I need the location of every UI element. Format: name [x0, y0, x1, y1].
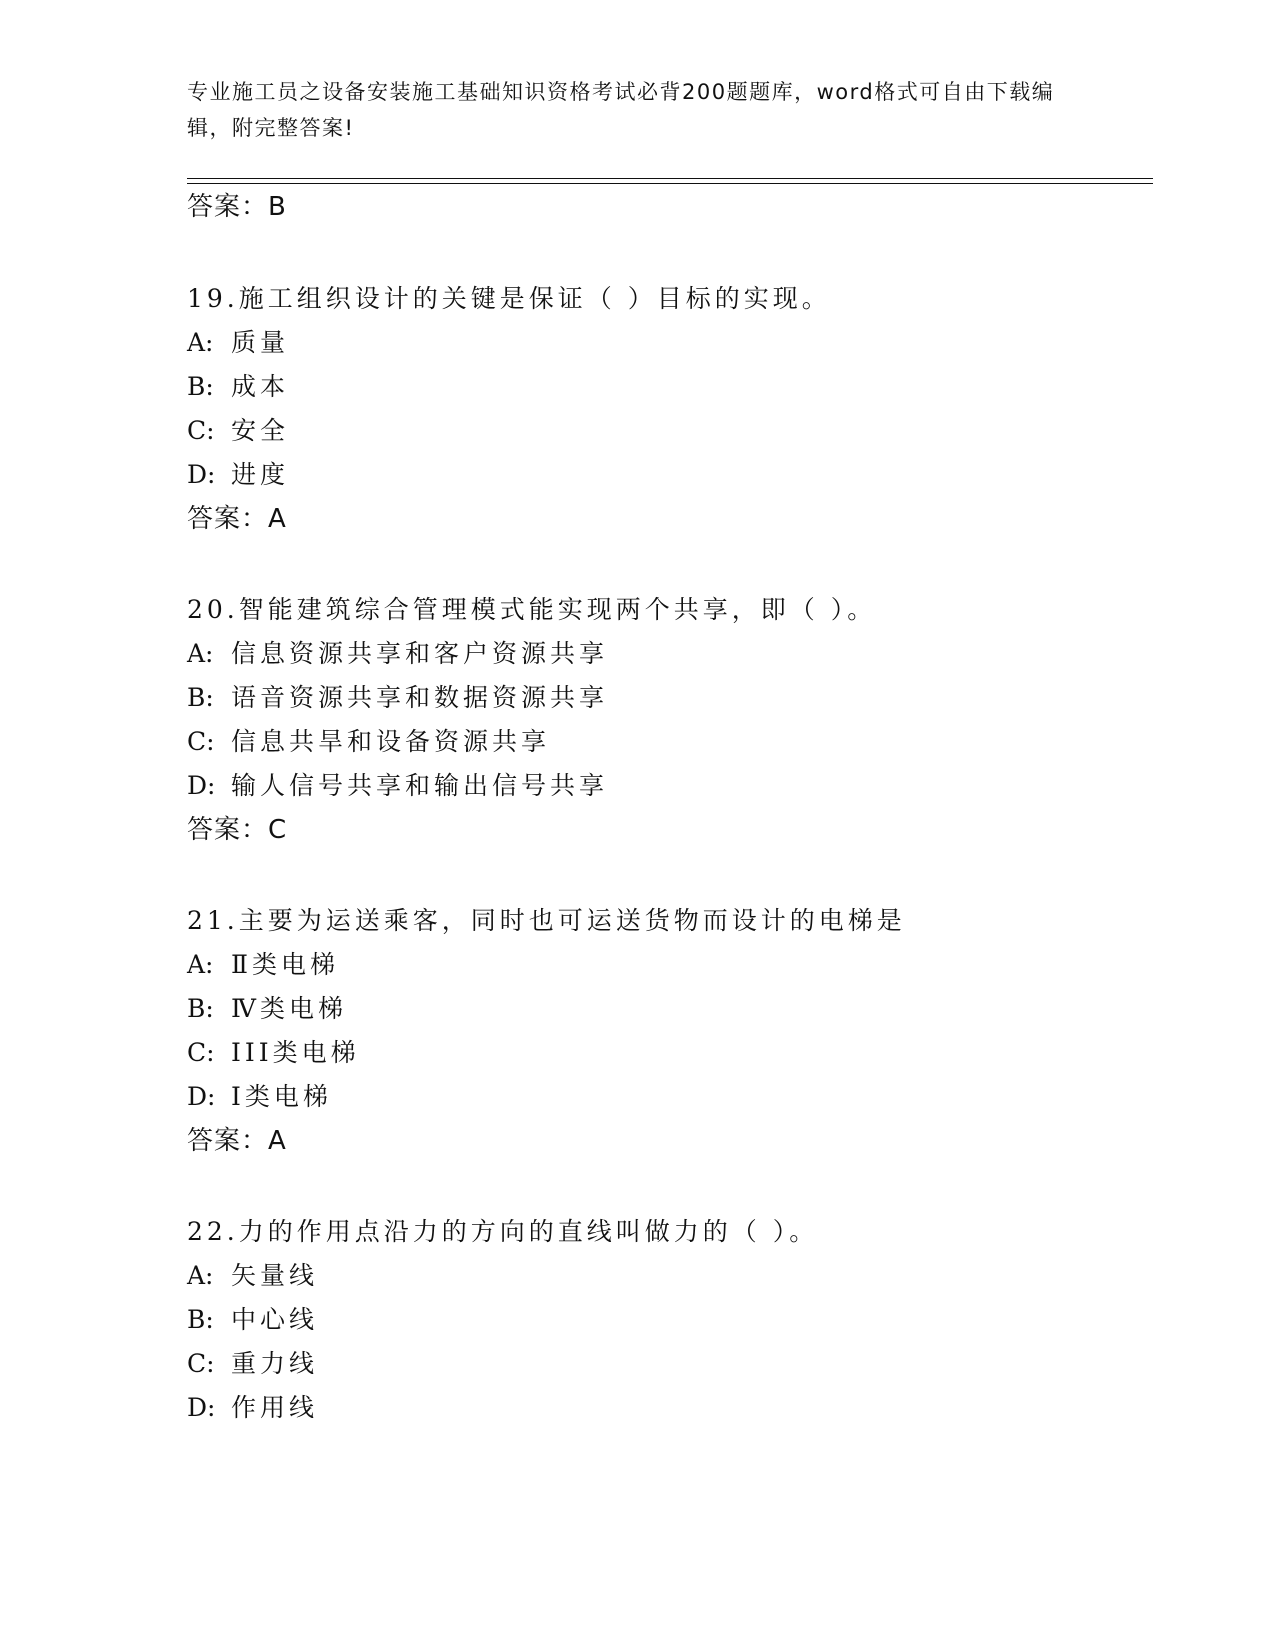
- option-key: A:: [187, 950, 214, 979]
- option-text: 质量: [231, 328, 290, 357]
- option-text: Ⅰ类电梯: [231, 1082, 332, 1111]
- previous-answer: 答案：B: [187, 192, 287, 222]
- option-text: 进度: [231, 460, 290, 489]
- option-c: [187, 414, 289, 448]
- option-text: 矢量线: [231, 1261, 319, 1290]
- option-d: [187, 458, 289, 492]
- option-b: [187, 1303, 318, 1337]
- option-key: B:: [187, 994, 214, 1023]
- option-text: 信息共旱和设备资源共享: [231, 727, 551, 756]
- option-text: 安全: [231, 416, 290, 445]
- question-stem: 20.智能建筑综合管理模式能实现两个共享，即（ ）。: [187, 595, 877, 624]
- option-key: B:: [187, 372, 214, 401]
- option-text: 信息资源共享和客户资源共享: [231, 639, 609, 668]
- option-key: C:: [187, 1349, 215, 1378]
- option-key: D:: [187, 771, 216, 800]
- option-text: 输人信号共享和输出信号共享: [231, 771, 609, 800]
- option-b: [187, 681, 608, 715]
- answer-line: 答案：A: [187, 1126, 287, 1156]
- option-c: [187, 1036, 360, 1070]
- option-key: C:: [187, 727, 215, 756]
- option-key: A:: [187, 1261, 214, 1290]
- question-stem: 22.力的作用点沿力的方向的直线叫做力的（ ）。: [187, 1217, 819, 1246]
- option-key: D:: [187, 1082, 216, 1111]
- option-d: [187, 769, 608, 803]
- option-key: A:: [187, 639, 214, 668]
- option-key: D:: [187, 460, 216, 489]
- option-text: 成本: [231, 372, 290, 401]
- option-key: B:: [187, 1305, 214, 1334]
- option-b: [187, 370, 289, 404]
- question-stem: 21.主要为运送乘客，同时也可运送货物而设计的电梯是: [187, 906, 906, 935]
- option-text: 作用线: [231, 1393, 319, 1422]
- option-key: C:: [187, 1038, 215, 1067]
- option-a: [187, 1259, 318, 1293]
- option-text: III类电梯: [231, 1038, 360, 1067]
- option-key: D:: [187, 1393, 216, 1422]
- answer-line: 答案：A: [187, 504, 287, 534]
- document-header: 专业施工员之设备安装施工基础知识资格考试必背200题题库，word格式可自由下载编辑，附完整答案!: [187, 80, 1055, 140]
- answer-line: 答案：C: [187, 815, 288, 845]
- option-c: [187, 725, 550, 759]
- option-text: Ⅱ类电梯: [231, 950, 339, 979]
- option-text: 重力线: [231, 1349, 319, 1378]
- option-b: [187, 992, 347, 1026]
- option-key: A:: [187, 328, 214, 357]
- option-a: [187, 948, 339, 982]
- option-d: [187, 1080, 332, 1114]
- option-text: 语音资源共享和数据资源共享: [231, 683, 609, 712]
- option-d: [187, 1391, 318, 1425]
- question-stem: 19.施工组织设计的关键是保证（ ）目标的实现。: [187, 284, 831, 313]
- option-text: 中心线: [231, 1305, 319, 1334]
- header-divider-top: [187, 178, 1153, 179]
- option-a: [187, 637, 608, 671]
- option-key: C:: [187, 416, 215, 445]
- option-key: B:: [187, 683, 214, 712]
- option-a: [187, 326, 289, 360]
- option-c: [187, 1347, 318, 1381]
- option-text: Ⅳ类电梯: [231, 994, 347, 1023]
- header-divider-bottom: [187, 183, 1153, 184]
